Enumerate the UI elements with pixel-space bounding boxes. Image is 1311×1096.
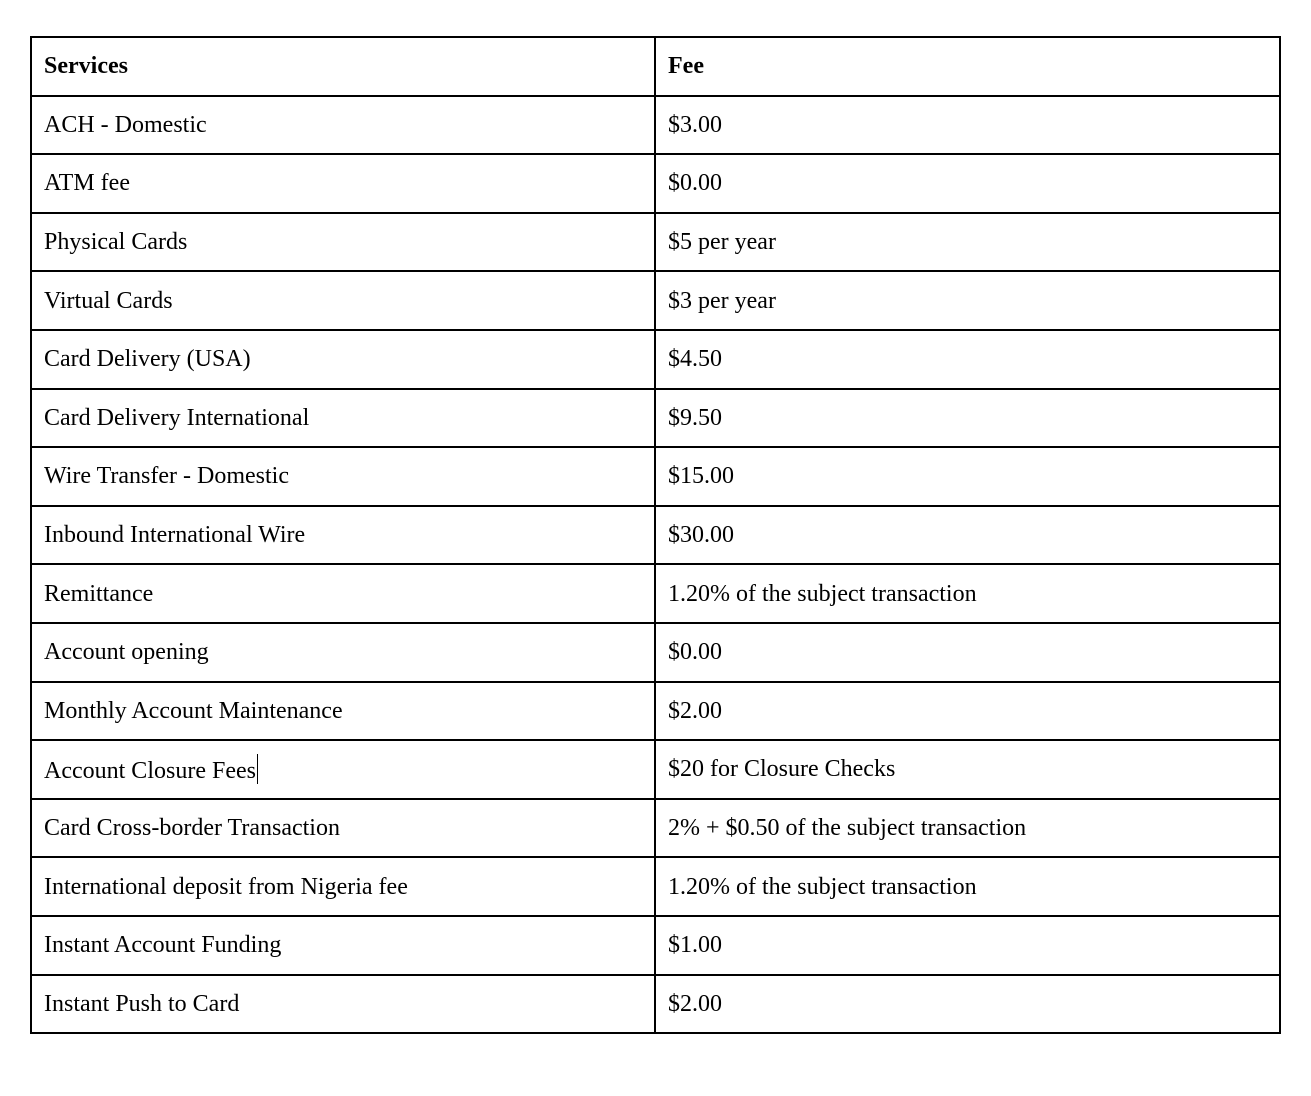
fee-cell[interactable]: $2.00	[655, 975, 1280, 1034]
fee-table	[30, 36, 1281, 1034]
table-row	[31, 564, 1280, 623]
service-cell[interactable]: Remittance	[31, 564, 655, 623]
table-row	[31, 154, 1280, 213]
text-cursor	[257, 754, 258, 784]
table-row	[31, 682, 1280, 741]
services-column-header: Services	[31, 37, 655, 96]
table-row	[31, 506, 1280, 565]
service-cell[interactable]: Inbound International Wire	[31, 506, 655, 565]
fee-cell[interactable]: $5 per year	[655, 213, 1280, 272]
table-row	[31, 330, 1280, 389]
service-cell[interactable]: Instant Account Funding	[31, 916, 655, 975]
fee-cell[interactable]: $3.00	[655, 96, 1280, 155]
fee-cell[interactable]: $9.50	[655, 389, 1280, 448]
service-cell[interactable]: Instant Push to Card	[31, 975, 655, 1034]
table-row	[31, 389, 1280, 448]
fee-cell[interactable]: $3 per year	[655, 271, 1280, 330]
service-cell[interactable]: Card Delivery International	[31, 389, 655, 448]
service-cell[interactable]: Card Delivery (USA)	[31, 330, 655, 389]
fee-cell[interactable]: 1.20% of the subject transaction	[655, 564, 1280, 623]
table-row	[31, 96, 1280, 155]
table-row	[31, 740, 1280, 799]
service-cell[interactable]: ACH - Domestic	[31, 96, 655, 155]
service-cell[interactable]: International deposit from Nigeria fee	[31, 857, 655, 916]
fee-cell[interactable]: 2% + $0.50 of the subject transaction	[655, 799, 1280, 858]
fee-cell[interactable]: $30.00	[655, 506, 1280, 565]
service-cell[interactable]: Physical Cards	[31, 213, 655, 272]
service-cell[interactable]: Account opening	[31, 623, 655, 682]
fee-cell[interactable]: $1.00	[655, 916, 1280, 975]
fee-cell[interactable]: $2.00	[655, 682, 1280, 741]
fee-cell[interactable]: $15.00	[655, 447, 1280, 506]
service-cell[interactable]	[31, 740, 655, 799]
service-cell[interactable]: Monthly Account Maintenance	[31, 682, 655, 741]
fee-cell[interactable]: $20 for Closure Checks	[655, 740, 1280, 799]
table-row	[31, 975, 1280, 1034]
table-row	[31, 857, 1280, 916]
service-cell[interactable]: Wire Transfer - Domestic	[31, 447, 655, 506]
fee-cell[interactable]: $4.50	[655, 330, 1280, 389]
service-cell[interactable]: Virtual Cards	[31, 271, 655, 330]
table-row	[31, 447, 1280, 506]
fee-column-header: Fee	[655, 37, 1280, 96]
table-row	[31, 271, 1280, 330]
service-cell-text: Account Closure Fees	[44, 758, 256, 785]
service-cell[interactable]: ATM fee	[31, 154, 655, 213]
fee-cell[interactable]: $0.00	[655, 623, 1280, 682]
table-row	[31, 623, 1280, 682]
fee-cell[interactable]: 1.20% of the subject transaction	[655, 857, 1280, 916]
table-row	[31, 213, 1280, 272]
table-row	[31, 916, 1280, 975]
service-cell[interactable]: Card Cross-border Transaction	[31, 799, 655, 858]
table-row	[31, 799, 1280, 858]
fee-cell[interactable]: $0.00	[655, 154, 1280, 213]
table-header-row	[31, 37, 1280, 96]
